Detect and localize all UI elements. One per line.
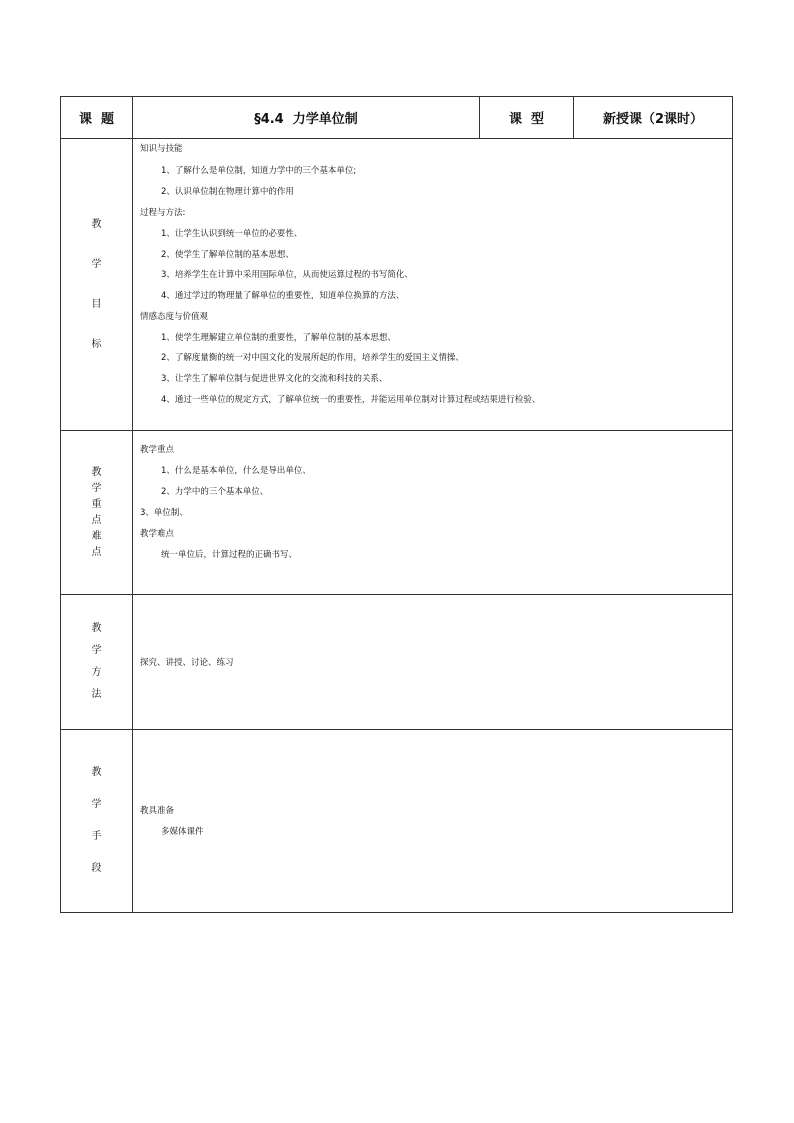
means-label-cell: 教 学 手 段 (60, 729, 133, 913)
methods-label-cell: 教 学 方 法 (60, 594, 133, 730)
list-item: 2、了解度量衡的统一对中国文化的发展所起的作用，培养学生的爱国主义情操、 (161, 353, 464, 363)
list-item: 4、通过学过的物理量了解单位的重要性，知道单位换算的方法、 (161, 291, 405, 301)
objectives-section2-title: 过程与方法: (140, 208, 186, 218)
keypoints-difficulty-title: 教学难点 (140, 529, 175, 539)
list-item: 1、让学生认识到统一单位的必要性、 (161, 229, 303, 239)
list-item: 3、让学生了解单位制与促进世界文化的交流和科技的关系、 (161, 374, 388, 384)
list-item: 2、力学中的三个基本单位、 (161, 487, 269, 497)
means-text: 多媒体课件 (161, 827, 204, 837)
objectives-section3-title: 情感态度与价值观 (140, 312, 209, 322)
topic-value-cell (132, 96, 480, 139)
topic-value: §4.4 力学单位制 (254, 112, 358, 127)
keypoints-label-cell: 教 学 重 点 难 点 (60, 430, 133, 595)
type-label: 课 型 (508, 112, 545, 127)
type-value-cell (573, 96, 733, 139)
list-item: 2、使学生了解单位制的基本思想、 (161, 250, 294, 260)
list-item: 1、使学生理解建立单位制的重要性，了解单位制的基本思想、 (161, 333, 396, 343)
means-content-cell (132, 729, 733, 913)
methods-text: 探究、讲授、讨论、练习 (140, 658, 234, 668)
objectives-label-cell: 教 学 目 标 (60, 138, 133, 431)
keypoints-difficulty-text: 统一单位后，计算过程的正确书写、 (161, 550, 298, 560)
means-title: 教具准备 (140, 806, 175, 816)
topic-label-cell (60, 96, 133, 139)
keypoints-focus-title: 教学重点 (140, 445, 175, 455)
type-value: 新授课（2课时） (602, 112, 704, 127)
list-item: 4、通过一些单位的规定方式，了解单位统一的重要性，并能运用单位制对计算过程或结果进行检验、 (161, 395, 541, 405)
objectives-section1-title: 知识与技能 (140, 144, 183, 154)
objectives-content-cell (132, 138, 733, 431)
list-item: 1、什么是基本单位，什么是导出单位、 (161, 466, 311, 476)
methods-content-cell (132, 594, 733, 730)
list-item: 3、培养学生在计算中采用国际单位，从而使运算过程的书写简化、 (161, 270, 413, 280)
keypoints-content-cell (132, 430, 733, 595)
list-item: 1、了解什么是单位制，知道力学中的三个基本单位; (161, 166, 357, 176)
list-item: 3、单位制、 (140, 508, 188, 518)
topic-label: 课 题 (78, 112, 115, 127)
type-label-cell (479, 96, 574, 139)
list-item: 2、认识单位制在物理计算中的作用 (161, 187, 294, 197)
